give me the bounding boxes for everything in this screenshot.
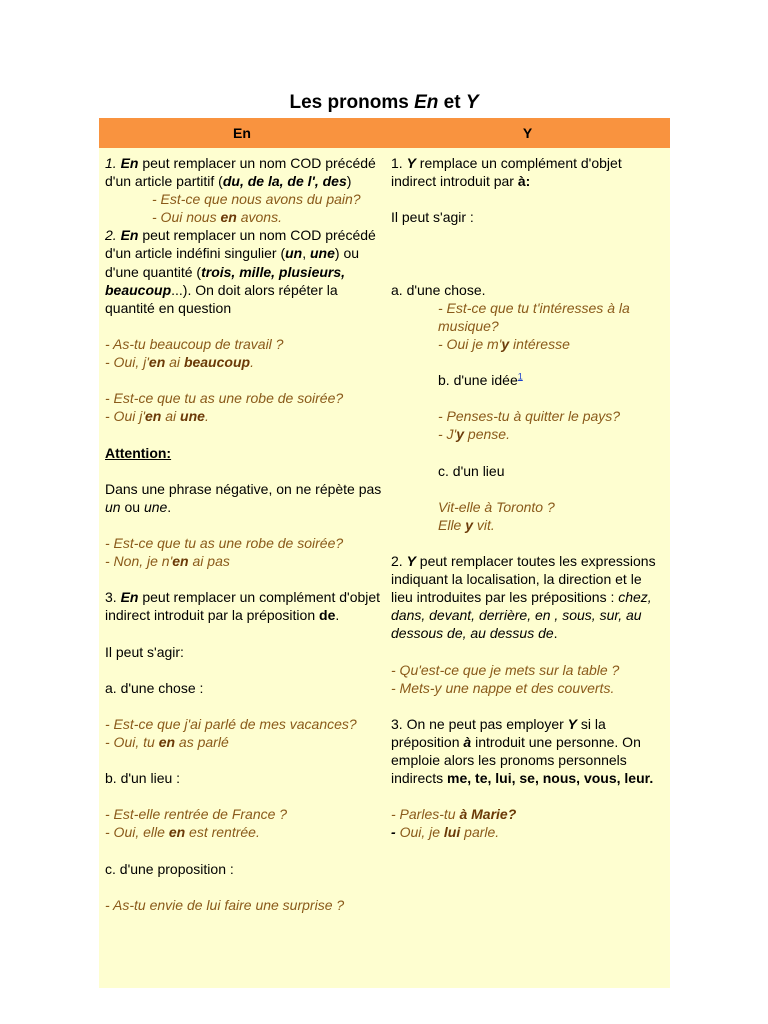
en-example: - Oui, j'en ai beaucoup.: [105, 354, 254, 371]
en-rule-1: 1. En peut remplacer un nom COD précédé d'un article partitif (du, de la, de l', des): [105, 155, 376, 190]
y-example: - Oui, je lui parle.: [391, 824, 500, 841]
en-case-c: c. d'une proposition :: [105, 860, 234, 877]
y-rule-3: 3. On ne peut pas employer Y si la préposition à introduit une personne. On emploie alors les pronoms personnels indirects me, te, lui, se, nous, vous, leur.: [391, 715, 654, 787]
en-case-a: a. d'une chose :: [105, 679, 204, 696]
attention-heading: Attention:: [105, 444, 172, 461]
y-example: Elle y vit.: [438, 516, 495, 533]
column-y: [391, 154, 666, 842]
en-example: - Oui j'en ai une.: [105, 408, 209, 425]
y-example: - Oui je m'y intéresse: [438, 335, 570, 352]
header-y: Y: [522, 125, 533, 141]
en-example: - Est-ce que nous avons du pain?: [152, 191, 361, 208]
footnote-link[interactable]: 1: [517, 371, 523, 382]
en-example: - Est-ce que j'ai parlé de mes vacances?: [105, 715, 357, 732]
en-example: - Oui, elle en est rentrée.: [105, 824, 260, 841]
y-example: - Parles-tu à Marie?: [391, 806, 517, 823]
y-example: Vit-elle à Toronto ?: [438, 498, 555, 515]
en-agir: Il peut s'agir:: [105, 643, 184, 660]
negative-rule: Dans une phrase négative, on ne répète pas un ou une.: [105, 480, 382, 515]
en-example: - Est-ce que tu as une robe de soirée?: [105, 534, 344, 551]
en-rule-2: 2. En peut remplacer un nom COD précédé d'un article indéfini singulier (un, une) ou d'une quantité (trois, mille, plusieurs, beaucoup...). On doit alors répéter la quantité en question: [105, 227, 376, 316]
en-example: - Non, je n'en ai pas: [105, 553, 230, 570]
en-rule-3: 3. En peut remplacer un complément d'objet indirect introduit par la préposition de.: [105, 589, 381, 624]
page-title: Les pronoms En et Y: [289, 92, 479, 113]
en-example: - As-tu beaucoup de travail ?: [105, 335, 284, 352]
en-example: - As-tu envie de lui faire une surprise ?: [105, 896, 345, 913]
y-example: - Qu'est-ce que je mets sur la table ?: [391, 661, 620, 678]
en-example: - Oui nous en avons.: [152, 209, 282, 226]
y-case-a: a. d'une chose.: [391, 281, 486, 298]
y-case-b: b. d'une idée$^1$: [438, 371, 523, 389]
y-example: - J'y pense.: [438, 426, 510, 443]
y-agir: Il peut s'agir :: [391, 209, 474, 226]
column-en: [105, 154, 385, 914]
y-example: - Penses-tu à quitter le pays?: [438, 408, 621, 425]
en-example: - Oui, tu en as parlé: [105, 734, 229, 750]
table-header: [99, 118, 670, 148]
y-case-c: c. d'un lieu: [438, 462, 505, 479]
y-example: - Est-ce que tu t'intéresses à la musique?: [438, 299, 630, 334]
y-rule-1: 1. Y remplace un complément d'objet indirect introduit par à:: [391, 155, 622, 190]
en-example: - Est-elle rentrée de France ?: [105, 806, 288, 823]
y-example: - Mets-y une nappe et des couverts.: [391, 679, 615, 696]
y-rule-2: 2. Y peut remplacer toutes les expressions indiquant la localisation, la direction et le lieu introduites par les prépositions : chez, dans, devant, derrière, en , sous, sur, au dessous de, au dessus de.: [391, 553, 656, 642]
en-case-b: b. d'un lieu :: [105, 770, 181, 787]
header-en: En: [233, 125, 251, 141]
en-example: - Est-ce que tu as une robe de soirée?: [105, 390, 344, 407]
